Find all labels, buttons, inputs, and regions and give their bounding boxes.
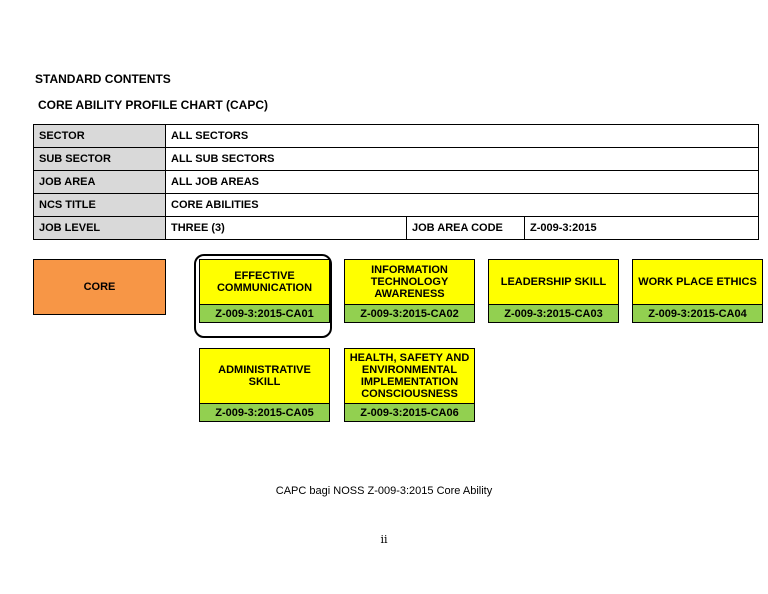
info-table bbox=[33, 124, 759, 240]
row-value: CORE ABILITIES bbox=[166, 194, 759, 217]
ability-title: ADMINISTRATIVE SKILL bbox=[200, 349, 329, 403]
ability-code: Z-009-3:2015-CA04 bbox=[633, 304, 762, 322]
ability-card-ca02 bbox=[344, 259, 475, 323]
table-row bbox=[34, 171, 759, 194]
section-title: STANDARD CONTENTS bbox=[35, 72, 171, 86]
row-value: ALL SUB SECTORS bbox=[166, 148, 759, 171]
row-value: ALL JOB AREAS bbox=[166, 171, 759, 194]
row-label: JOB AREA bbox=[34, 171, 166, 194]
row-label: NCS TITLE bbox=[34, 194, 166, 217]
row-value: ALL SECTORS bbox=[166, 125, 759, 148]
ability-title: EFFECTIVE COMMUNICATION bbox=[200, 260, 329, 304]
ability-card-ca01 bbox=[199, 259, 330, 323]
job-area-code-label: JOB AREA CODE bbox=[407, 217, 525, 240]
job-level-label: JOB LEVEL bbox=[34, 217, 166, 240]
ability-code: Z-009-3:2015-CA05 bbox=[200, 403, 329, 421]
ability-code: Z-009-3:2015-CA01 bbox=[200, 304, 329, 322]
ability-code: Z-009-3:2015-CA03 bbox=[489, 304, 618, 322]
table-row bbox=[34, 148, 759, 171]
row-label: SECTOR bbox=[34, 125, 166, 148]
ability-card-ca05 bbox=[199, 348, 330, 422]
core-box bbox=[33, 259, 166, 315]
page-number: ii bbox=[380, 533, 388, 546]
table-row bbox=[34, 217, 759, 240]
footer-caption: CAPC bagi NOSS Z-009-3:2015 Core Ability bbox=[275, 485, 493, 497]
core-label: CORE bbox=[83, 281, 116, 293]
ability-title: LEADERSHIP SKILL bbox=[489, 260, 618, 304]
table-row bbox=[34, 194, 759, 217]
ability-code: Z-009-3:2015-CA06 bbox=[345, 403, 474, 421]
job-level-value: THREE (3) bbox=[166, 217, 407, 240]
ability-code: Z-009-3:2015-CA02 bbox=[345, 304, 474, 322]
ability-title: WORK PLACE ETHICS bbox=[633, 260, 762, 304]
ability-card-ca06 bbox=[344, 348, 475, 422]
ability-title: HEALTH, SAFETY AND ENVIRONMENTAL IMPLEMENTATION CONSCIOUSNESS bbox=[345, 349, 474, 403]
row-label: SUB SECTOR bbox=[34, 148, 166, 171]
table-row bbox=[34, 125, 759, 148]
ability-card-ca04 bbox=[632, 259, 763, 323]
ability-title: INFORMATION TECHNOLOGY AWARENESS bbox=[345, 260, 474, 304]
job-area-code-value: Z-009-3:2015 bbox=[525, 217, 759, 240]
ability-card-ca03 bbox=[488, 259, 619, 323]
chart-title: CORE ABILITY PROFILE CHART (CAPC) bbox=[38, 98, 268, 112]
